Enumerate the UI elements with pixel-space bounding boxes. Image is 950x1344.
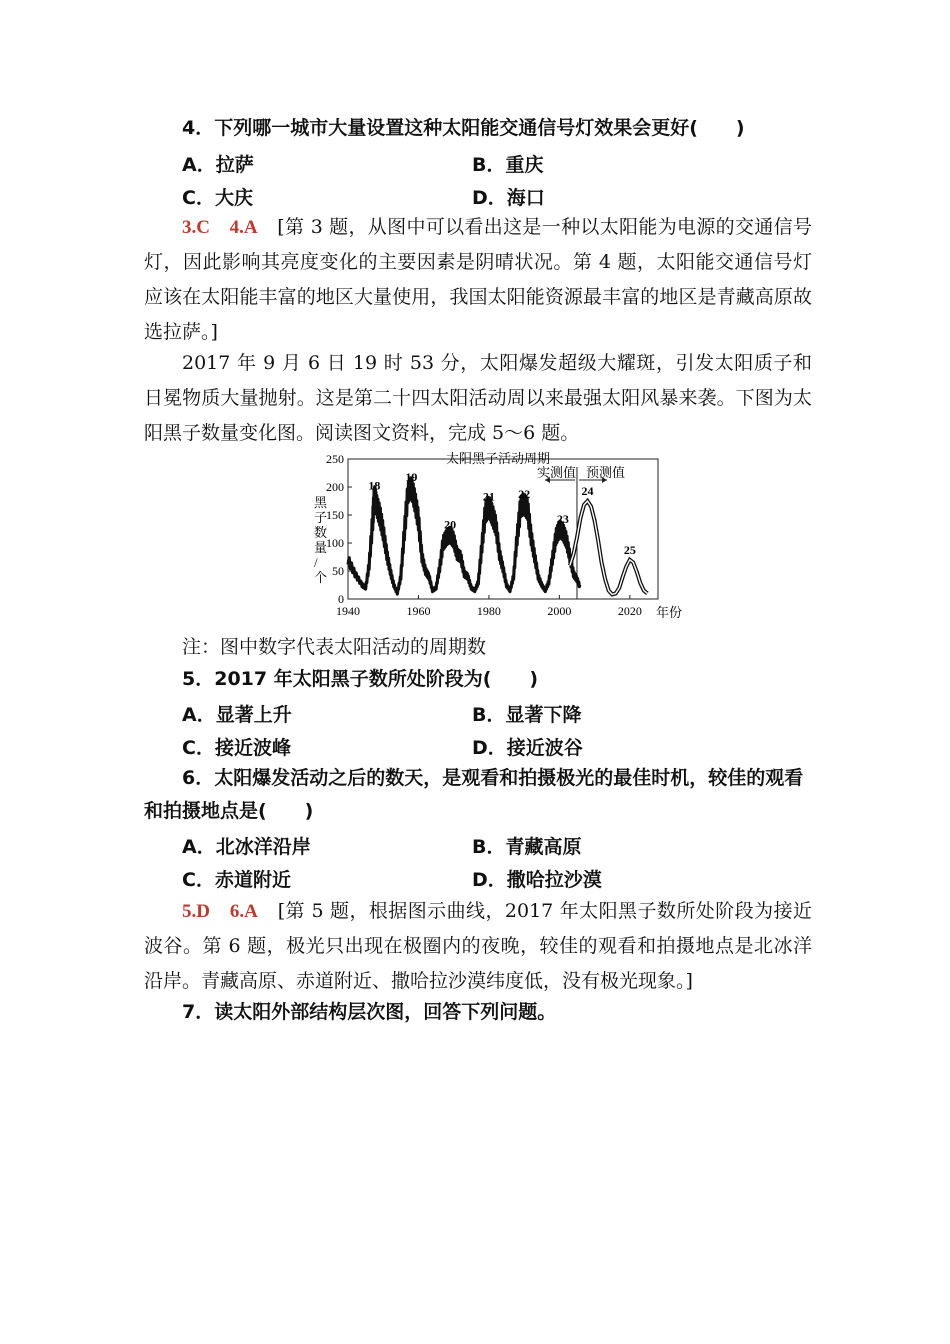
q4-option-b: B．重庆	[472, 154, 544, 176]
y-tick-label: 250	[326, 452, 344, 466]
chart-title: 太阳黑子活动周期	[446, 451, 551, 466]
predicted-label: 预测值	[586, 465, 626, 480]
q6-option-b: B．青藏高原	[472, 836, 582, 858]
answer-5-6-label: 5.D 6.A	[182, 901, 258, 922]
cycle-label: 18	[368, 478, 381, 493]
answer-3-4-text: [第 3 题，从图中可以看出这是一种以太阳能为电源的交通信号灯，因此影响其亮度变化的主要因素是阴晴状况。第 4 题，太阳能交通信号灯应该在太阳能丰富的地区大量使用，我国太阳能资源最丰富的地区是青藏高原故选拉萨。]	[144, 216, 812, 343]
question-7-stem: 7．读太阳外部结构层次图，回答下列问题。	[182, 1001, 557, 1023]
cycle-label: 22	[518, 486, 531, 501]
answer-3-4	[144, 210, 812, 350]
q5-option-c: C．接近波峰	[182, 737, 291, 759]
plot-frame	[348, 459, 658, 599]
q5-option-b: B．显著下降	[472, 704, 582, 726]
material-intro	[144, 346, 812, 451]
x-tick-label: 1960	[406, 604, 431, 618]
observed-series-line	[348, 478, 580, 594]
answer-5-6-text: [第 5 题，根据图示曲线，2017 年太阳黑子数所处阶段为接近波谷。第 6 题，极光只出现在极圈内的夜晚，较佳的观看和拍摄地点是北冰洋沿岸。青藏高原、赤道附近、撒哈拉沙漠纬度低，没有极光现象。]	[144, 900, 812, 992]
cycle-label: 23	[556, 512, 569, 526]
x-tick-label: 2000	[547, 604, 572, 618]
cycle-label: 19	[405, 470, 418, 484]
cycle-label: 21	[482, 489, 495, 504]
q6-option-c: C．赤道附近	[182, 869, 291, 891]
cycle-label: 24	[581, 484, 594, 498]
question-6-stem-line1: 6．太阳爆发活动之后的数天，是观看和拍摄极光的最佳时机，较佳的观看	[182, 767, 804, 789]
question-4-stem: 4．下列哪一城市大量设置这种太阳能交通信号灯效果会更好( )	[182, 117, 745, 139]
q6-option-d: D．撒哈拉沙漠	[472, 869, 602, 891]
q6-option-a: A．北冰洋沿岸	[182, 836, 311, 858]
answer-3-4-label: 3.C 4.A	[182, 217, 258, 238]
q4-option-c: C．大庆	[182, 187, 253, 209]
y-tick-label: 100	[326, 536, 344, 550]
y-tick-label: 0	[338, 592, 344, 606]
chart-plot	[348, 470, 647, 595]
q5-option-d: D．接近波谷	[472, 737, 583, 759]
x-tick-label: 2020	[617, 604, 642, 618]
sunspot-chart	[300, 449, 690, 623]
cycle-label: 25	[623, 542, 636, 557]
y-tick-label: 150	[326, 508, 344, 522]
y-axis-label: 黑子数量/个	[314, 495, 328, 585]
q5-option-a: A．显著上升	[182, 704, 292, 726]
x-tick-label: 1980	[476, 604, 501, 618]
observed-label: 实测值	[537, 465, 577, 480]
question-6-stem-line2: 和拍摄地点是( )	[144, 800, 314, 822]
answer-5-6	[144, 894, 812, 999]
q4-option-a: A．拉萨	[182, 154, 254, 176]
cycle-label: 20	[444, 517, 457, 532]
x-axis-label: 年份	[656, 605, 683, 620]
x-tick-label: 1940	[336, 604, 360, 618]
material-intro-text: 2017 年 9 月 6 日 19 时 53 分，太阳爆发超级大耀斑，引发太阳质子和日冕物质大量抛射。这是第二十四太阳活动周以来最强太阳风暴来袭。下图为太阳黑子数量变化图。阅读图文资料，完成 5～6 题。	[144, 352, 812, 444]
y-tick-label: 200	[326, 480, 344, 494]
chart-note: 注：图中数字代表太阳活动的周期数	[182, 636, 487, 658]
y-tick-label: 50	[332, 564, 344, 578]
question-5-stem: 5．2017 年太阳黑子数所处阶段为( )	[182, 668, 539, 690]
q4-option-d: D．海口	[472, 187, 545, 209]
